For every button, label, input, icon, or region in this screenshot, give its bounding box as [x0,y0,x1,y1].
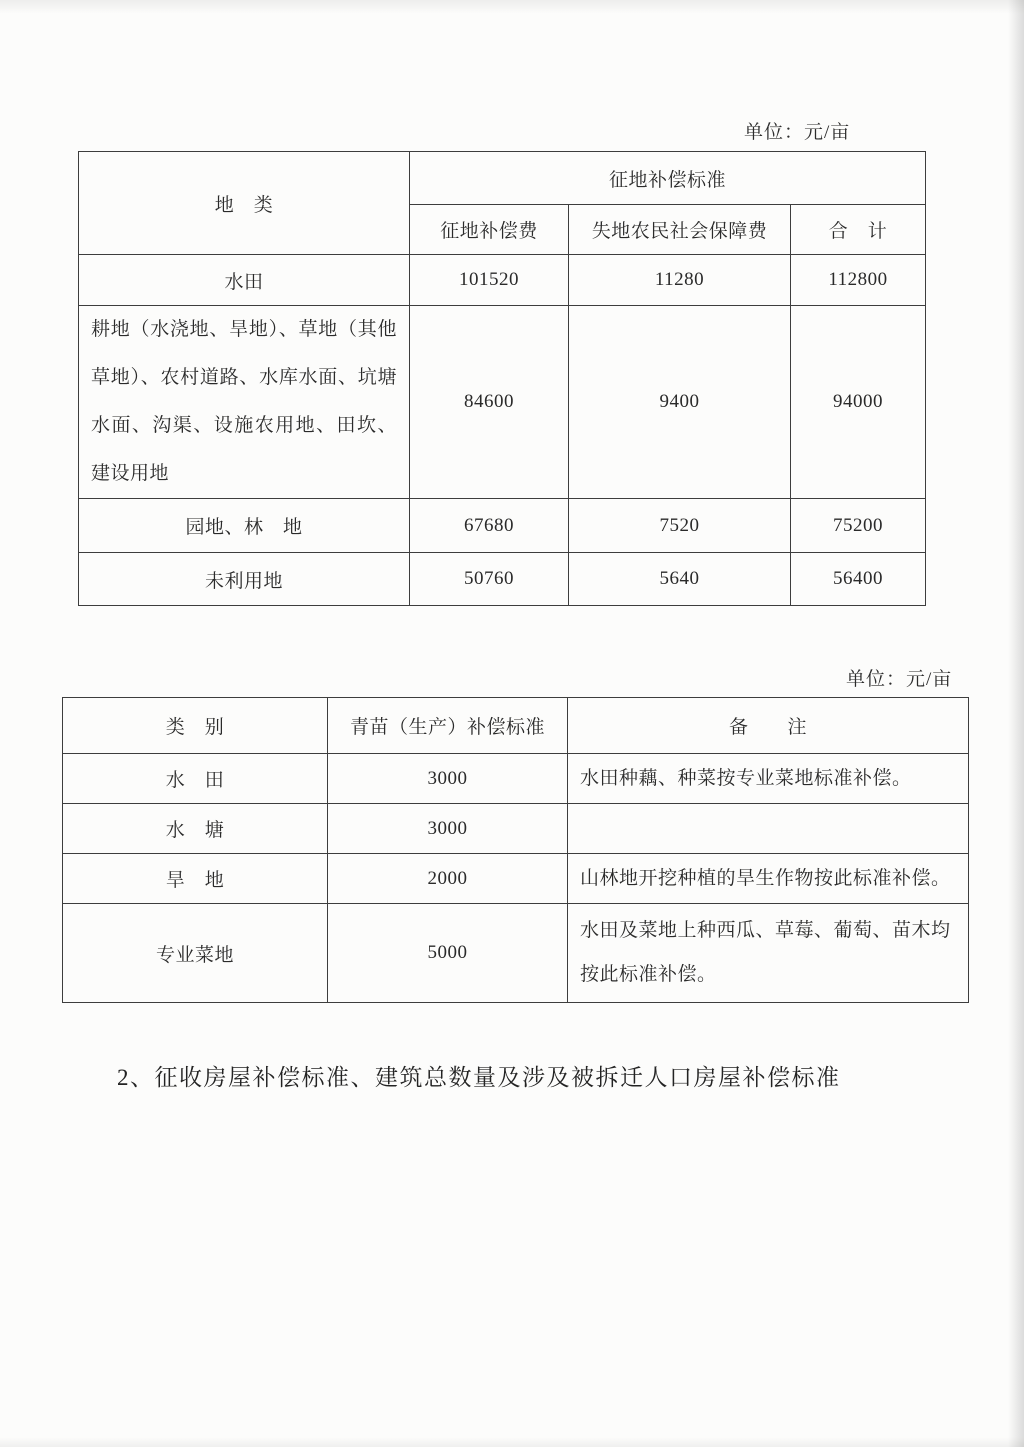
scan-edge-shadow-bottom [0,1437,1024,1447]
t2-row1-standard: 3000 [328,804,568,854]
unit-label-table2: 单位：元/亩 [846,669,953,690]
t2-header-standard: 青苗（生产）补偿标准 [328,698,568,754]
table-row [79,306,926,499]
t1-row2-fee: 67680 [410,499,569,553]
t2-header-remark: 备 注 [568,698,969,754]
t1-row2-social: 7520 [569,499,791,553]
crop-compensation-table [62,697,969,1003]
t2-row3-remark: 水田及菜地上种西瓜、草莓、葡萄、苗木均按此标准补偿。 [568,904,969,1003]
table-row [79,553,926,606]
t1-row1-fee: 84600 [410,306,569,499]
t1-row2-total: 75200 [791,499,926,553]
t1-row1-total: 94000 [791,306,926,499]
t1-header-social: 失地农民社会保障费 [569,205,791,255]
table-row [63,804,969,854]
t2-row0-remark: 水田种藕、种菜按专业菜地标准补偿。 [568,754,969,804]
t1-row1-land: 耕地（水浇地、旱地）、草地（其他草地）、农村道路、水库水面、坑塘水面、沟渠、设施农用地、田坎、建设用地 [79,306,410,499]
t2-row2-standard: 2000 [328,854,568,904]
t1-header-fee: 征地补偿费 [410,205,569,255]
t1-row0-land: 水田 [79,255,410,306]
t1-row2-land: 园地、林 地 [79,499,410,553]
t1-row0-fee: 101520 [410,255,569,306]
t1-row0-total: 112800 [791,255,926,306]
t1-row3-total: 56400 [791,553,926,606]
t2-row3-category: 专业菜地 [63,904,328,1003]
t1-header-land-type: 地 类 [79,152,410,255]
t2-header-row [63,698,969,754]
scan-edge-shadow-top [0,0,1024,14]
t2-row3-standard: 5000 [328,904,568,1003]
t1-header-row-group [79,152,926,205]
land-compensation-table [78,151,926,606]
section-heading: 2、征收房屋补偿标准、建筑总数量及涉及被拆迁人口房屋补偿标准 [117,1065,841,1090]
t1-row3-land: 未利用地 [79,553,410,606]
t2-row0-category: 水 田 [63,754,328,804]
table-row [79,499,926,553]
t1-header-group: 征地补偿标准 [410,152,926,205]
t2-row1-category: 水 塘 [63,804,328,854]
t1-row0-social: 11280 [569,255,791,306]
table-row [63,904,969,1003]
t2-row2-category: 旱 地 [63,854,328,904]
t1-row3-fee: 50760 [410,553,569,606]
table-row [63,754,969,804]
t2-header-category: 类 别 [63,698,328,754]
unit-label-table1: 单位：元/亩 [744,122,851,143]
t1-row3-social: 5640 [569,553,791,606]
table-row [79,255,926,306]
table-row [63,854,969,904]
t2-row2-remark: 山林地开挖种植的旱生作物按此标准补偿。 [568,854,969,904]
t2-row1-remark [568,804,969,854]
t1-header-total: 合 计 [791,205,926,255]
t1-row1-social: 9400 [569,306,791,499]
t2-row0-standard: 3000 [328,754,568,804]
scan-edge-shadow-right [1008,0,1024,1447]
